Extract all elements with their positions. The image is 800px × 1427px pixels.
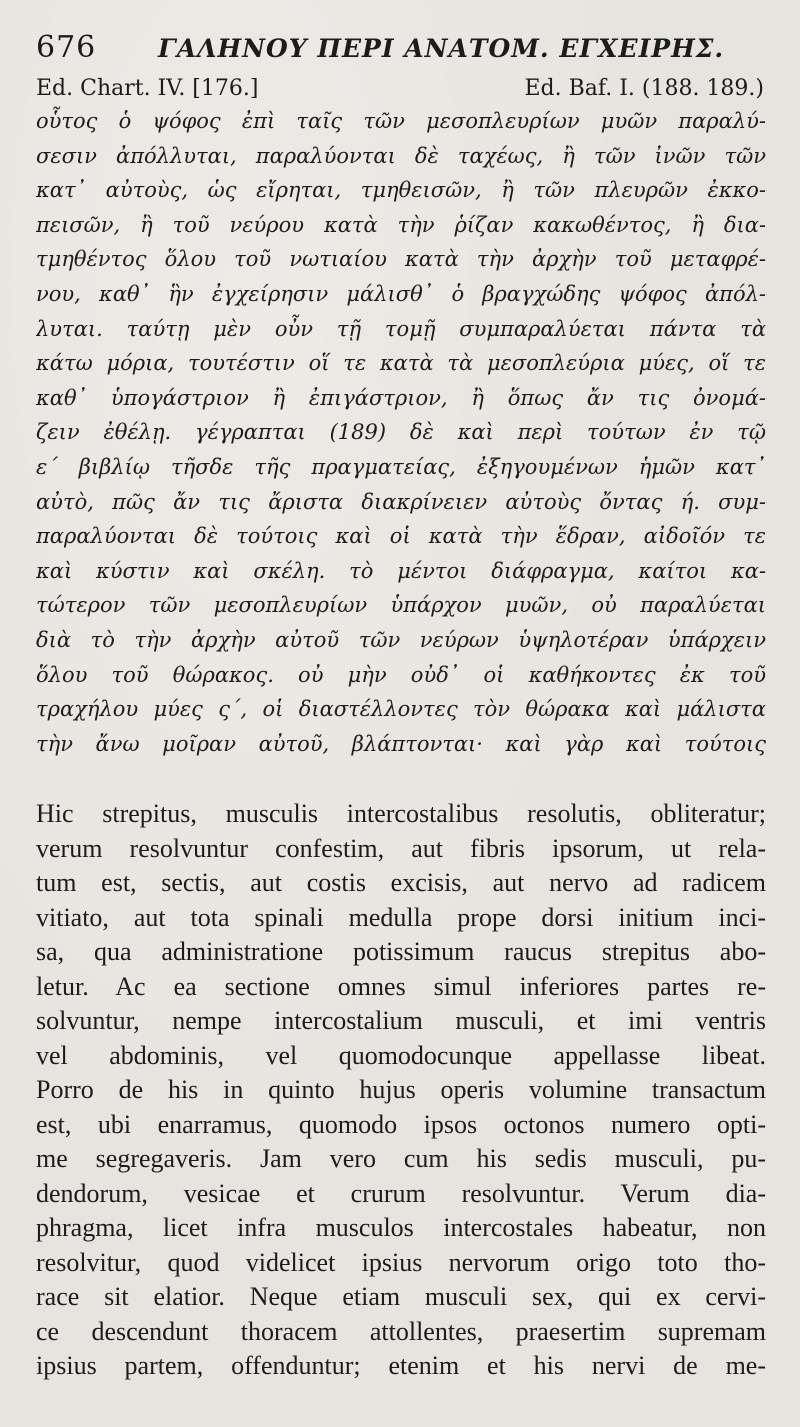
latin-text-line: ipsius partem, offenduntur; etenim et his nervi de me-: [36, 1351, 766, 1380]
greek-text-line: τώτερον τῶν μεσοπλευρίων ὑπάρχον μυῶν, οὐ παραλύεται: [36, 593, 766, 618]
latin-text-line: phragma, licet infra musculos intercostales habeatur, non: [36, 1213, 766, 1242]
running-title: ΓΑΛΗΝΟΥ ΠΕΡΙ ΑΝΑΤΟΜ. ΕΓΧΕΙΡΗΣ.: [158, 34, 725, 63]
latin-text-line: tum est, sectis, aut costis excisis, aut nervo ad radicem: [36, 868, 766, 897]
greek-text-line: ε΄ βιβλίῳ τῆσδε τῆς πραγματείας, ἐξηγουμένων ἡμῶν κατ᾽: [36, 454, 766, 479]
latin-text-line: sa, qua administratione potissimum raucus strepitus abo-: [36, 937, 766, 966]
latin-text-line: resolvitur, quod videlicet ipsius nervorum origo toto tho-: [36, 1247, 766, 1277]
greek-text-line: τμηθέντος ὅλου τοῦ νωτιαίου κατὰ τὴν ἀρχὴν τοῦ μεταφρέ-: [36, 247, 766, 272]
greek-text-line: λυται. ταύτῃ μὲν οὖν τῇ τομῇ συμπαραλύεται πάντα τὰ: [36, 316, 766, 341]
latin-text-line: solvuntur, nempe intercostalium musculi, et imi ventris: [36, 1006, 766, 1035]
page-number: 676: [36, 30, 97, 65]
latin-text-line: dendorum, vesicae et crurum resolvuntur. Verum dia-: [36, 1178, 766, 1208]
greek-text-line: κάτω μόρια, τουτέστιν οἵ τε κατὰ τὰ μεσοπλεύρια μύες, οἵ τε: [36, 351, 766, 376]
greek-text-line: νου, καθ᾽ ἣν ἐγχείρησιν μάλισθ᾽ ὁ βραγχώδης ψόφος ἀπόλ-: [36, 281, 766, 306]
greek-text-line: ζειν ἐθέλῃ. γέγραπται (189) δὲ καὶ περὶ τούτων ἐν τῷ: [36, 420, 766, 445]
greek-text-line: πεισῶν, ἢ τοῦ νεύρου κατὰ τὴν ῥίζαν κακωθέντος, ἢ δια-: [36, 212, 766, 237]
latin-text-line: me segregaveris. Jam vero cum his sedis musculi, pu-: [36, 1144, 766, 1173]
edition-chart-reference: Ed. Chart. IV. [176.]: [36, 76, 259, 101]
greek-text-line: καθ᾽ ὑπογάστριον ἢ ἐπιγάστριον, ἢ ὅπως ἄν τις ὀνομά-: [36, 385, 766, 410]
greek-text-line: ὅλου τοῦ θώρακος. οὐ μὴν οὐδ᾽ οἱ καθήκοντες ἐκ τοῦ: [36, 662, 766, 687]
latin-text-line: Porro de his in quinto hujus operis volumine transactum: [36, 1075, 766, 1104]
greek-text-line: διὰ τὸ τὴν ἀρχὴν αὐτοῦ τῶν νεύρων ὑψηλοτέραν ὑπάρχειν: [36, 627, 766, 652]
greek-text-line: αὐτὸ, πῶς ἄν τις ἄριστα διακρίνειεν αὐτοὺς ὄντας ή. συμ-: [36, 489, 766, 514]
latin-text-line: race sit elatior. Neque etiam musculi sex, qui ex cervi-: [36, 1282, 766, 1311]
greek-text-line: τὴν ἄνω μοῖραν αὐτοῦ, βλάπτονται· καὶ γὰρ καὶ τούτοις: [36, 731, 766, 756]
edition-basel-reference: Ed. Baf. I. (188. 189.): [524, 76, 764, 101]
latin-text-line: ce descendunt thoracem attollentes, praesertim supremam: [36, 1316, 766, 1346]
latin-text-line: letur. Ac ea sectione omnes simul inferiores partes re-: [36, 971, 766, 1001]
greek-text-line: σεσιν ἀπόλλυται, παραλύονται δὲ ταχέως, ἢ τῶν ἰνῶν τῶν: [36, 143, 766, 168]
greek-text-block: [36, 104, 766, 761]
greek-text-line: παραλύονται δὲ τούτοις καὶ οἱ κατὰ τὴν ἕδραν, αἰδοῖόν τε: [36, 524, 766, 549]
page-header: [36, 26, 766, 66]
greek-text-line: οὗτος ὁ ψόφος ἐπὶ ταῖς τῶν μεσοπλευρίων μυῶν παραλύ-: [36, 109, 766, 133]
latin-text-line: vel abdominis, vel quomodocunque appellasse libeat.: [36, 1040, 766, 1070]
latin-text-line: Hic strepitus, musculis intercostalibus resolutis, obliteratur;: [36, 799, 766, 828]
latin-text-line: est, ubi enarramus, quomodo ipsos octonos numero opti-: [36, 1109, 766, 1139]
greek-text-line: καὶ κύστιν καὶ σκέλη. τὸ μέντοι διάφραγμα, καίτοι κα-: [36, 558, 766, 583]
latin-text-line: verum resolvuntur confestim, aut fibris ipsorum, ut rela-: [36, 833, 766, 863]
edition-references: [36, 76, 766, 106]
latin-text-block: [36, 797, 766, 1384]
greek-text-line: κατ᾽ αὐτοὺς, ὡς εἴρηται, τμηθεισῶν, ἢ τῶν πλευρῶν ἐκκο-: [36, 178, 766, 203]
latin-text-line: vitiato, aut tota spinali medulla prope dorsi initium inci-: [36, 902, 766, 932]
greek-text-line: τραχήλου μύες ς΄, οἱ διαστέλλοντες τὸν θώρακα καὶ μάλιστα: [36, 697, 766, 722]
